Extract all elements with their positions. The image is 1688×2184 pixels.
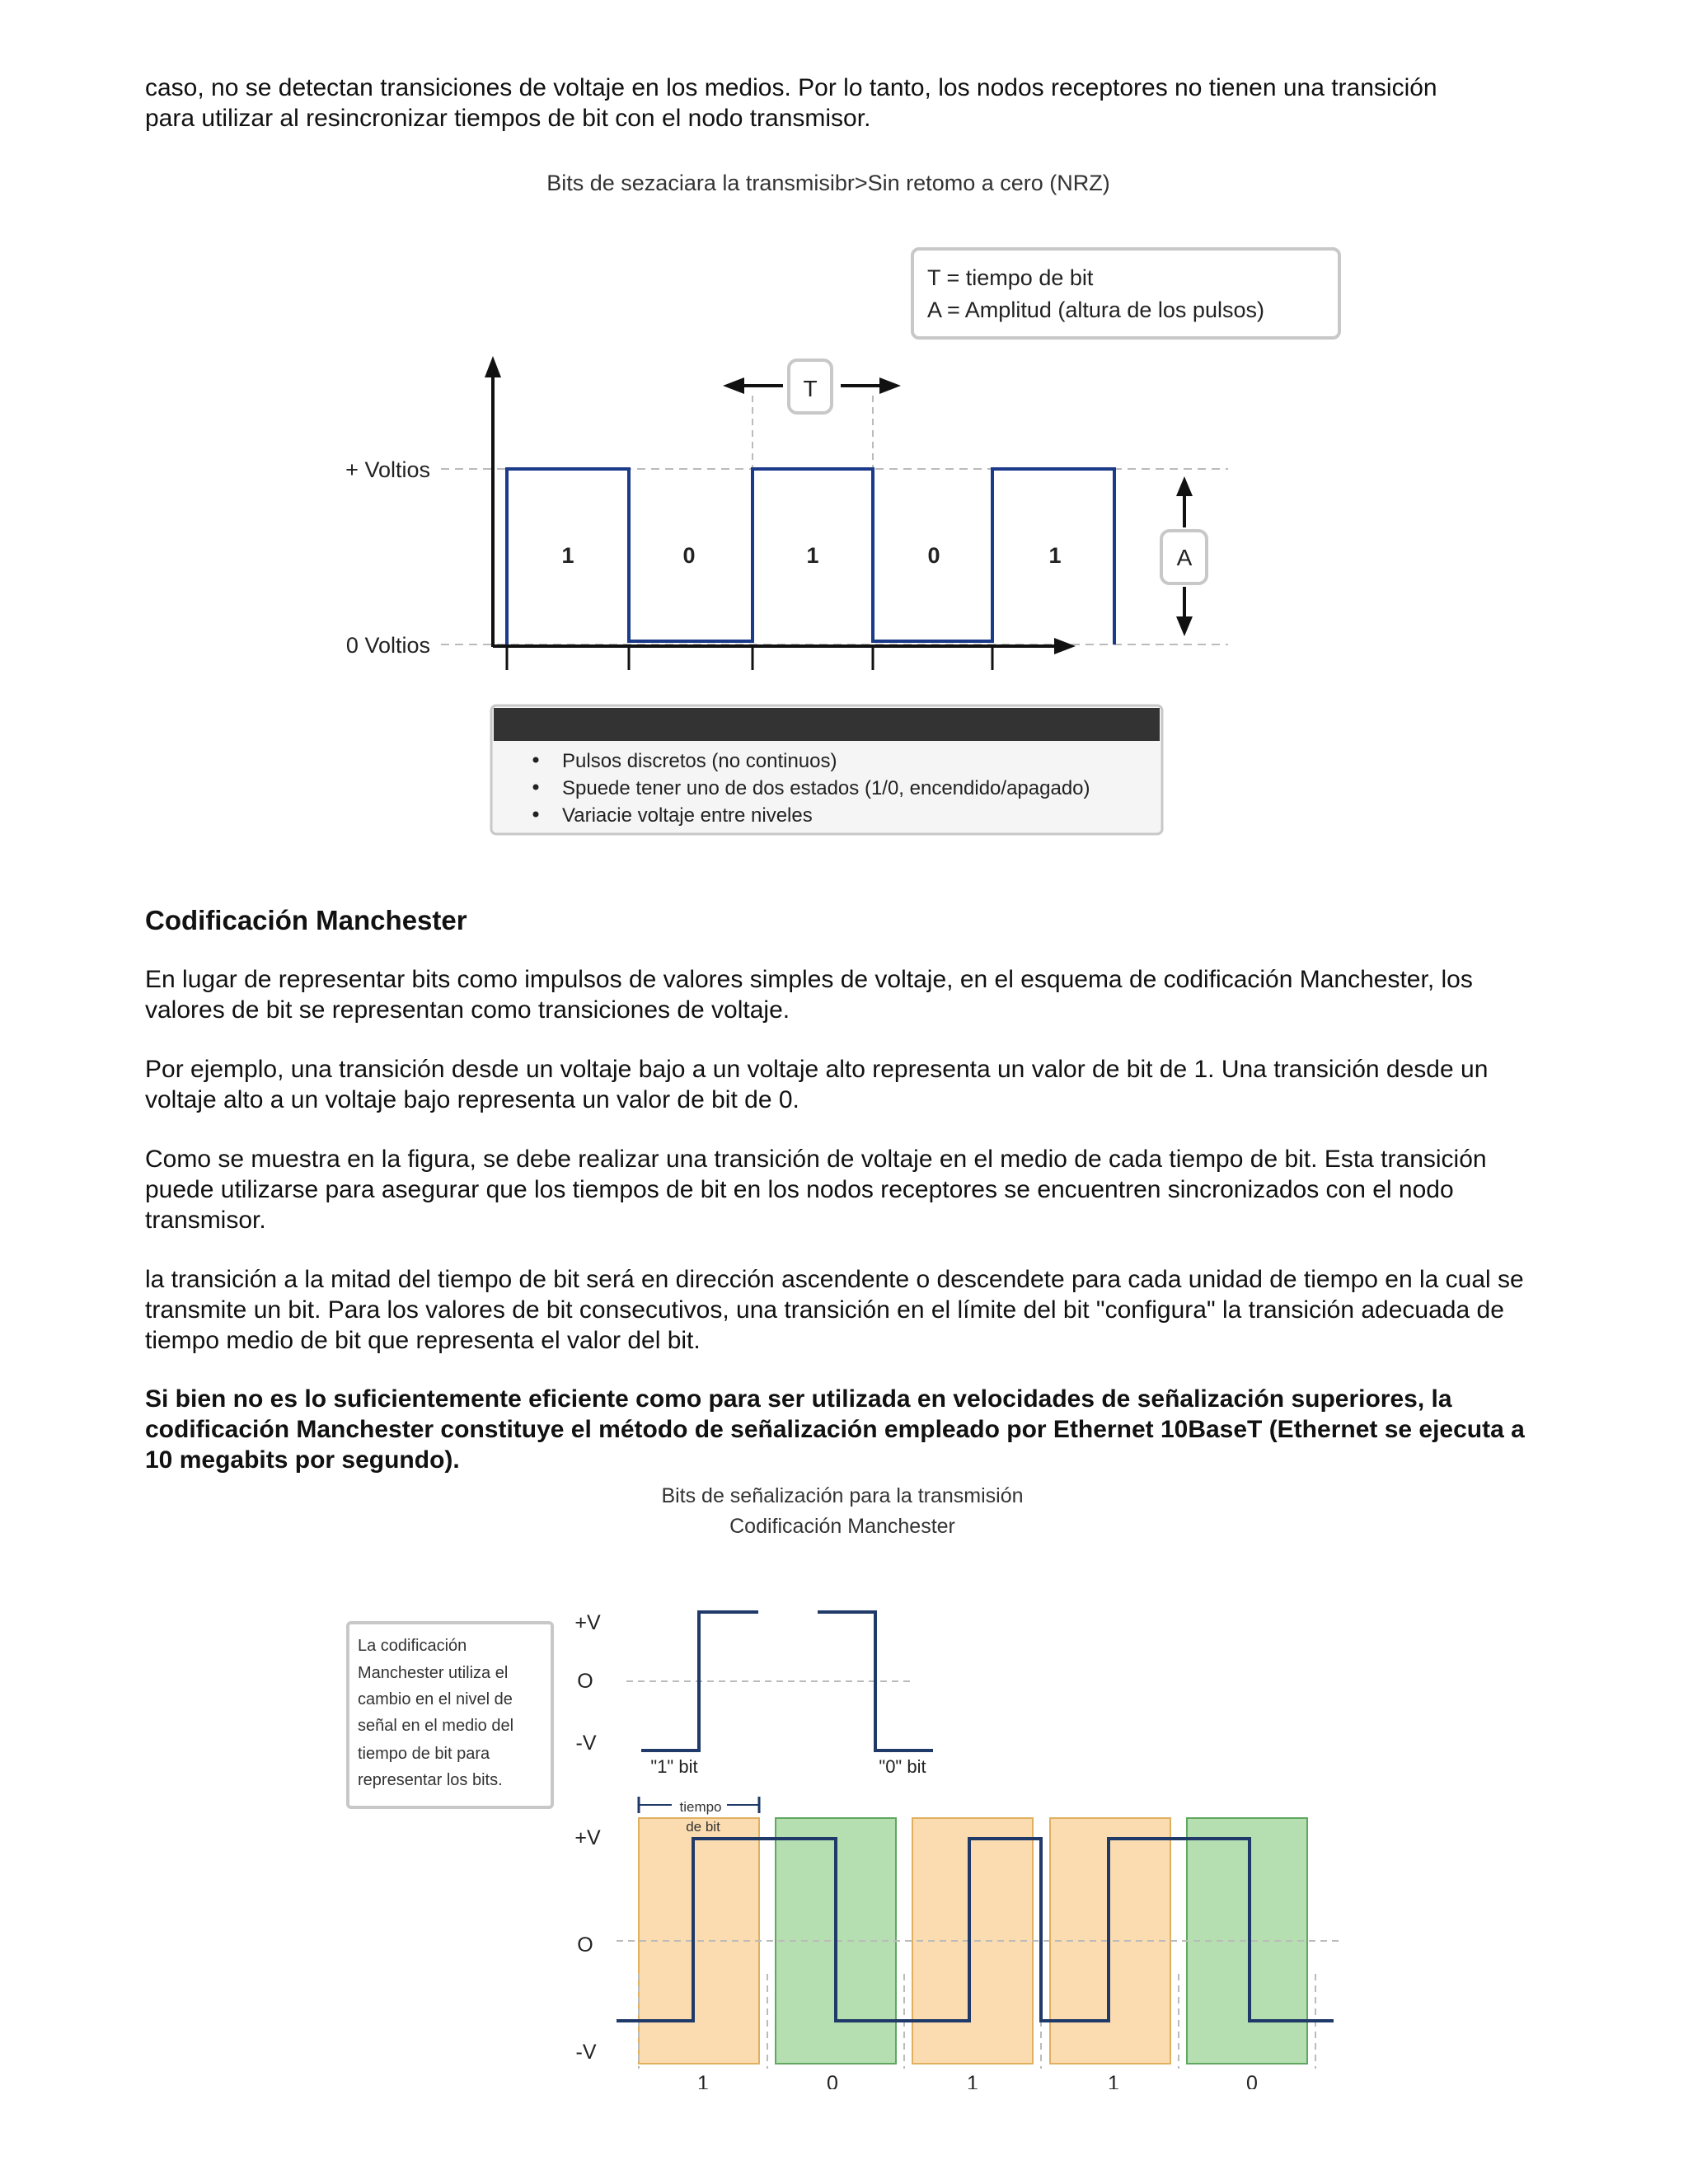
top-vminus-label: -V xyxy=(575,1732,597,1755)
paragraph-4: la transición a la mitad del tiempo de bit será en dirección ascendente o descendete para cada unidad de tiempo en la cual se transmite un bit. Para los valores de bit consecutivos, una transición en el límite del bit "configura" la transición adecuada de tiempo medio de bit que representa el valor del bit. xyxy=(145,1266,1524,1354)
note-line: señal en el medio del xyxy=(358,1717,514,1735)
manchester-bit: 1 xyxy=(1108,2072,1119,2089)
nrz-figure xyxy=(0,161,1688,845)
nrz-bit: 0 xyxy=(927,543,940,568)
tiempo-label: tiempo xyxy=(679,1799,722,1815)
manchester-bit: 1 xyxy=(697,2072,709,2089)
intro-line-2: para utilizar al resincronizar tiempos de bit con el nodo transmisor. xyxy=(145,105,871,132)
zero-volts-label: 0 Voltios xyxy=(345,633,430,658)
note-line: representar los bits. xyxy=(358,1771,503,1789)
section-heading: Codificación Manchester xyxy=(145,905,467,935)
vplus-label: +V xyxy=(574,1826,601,1849)
de-bit-label: de bit xyxy=(686,1819,720,1835)
nrz-legend-box xyxy=(912,249,1339,338)
nrz-bit: 1 xyxy=(1048,543,1062,568)
intro-line-1: caso, no se detectan transiciones de voltaje en los medios. Por lo tanto, los nodos receptores no tienen una transición xyxy=(145,74,1437,101)
paragraph-2: Por ejemplo, una transición desde un voltaje bajo a un voltaje alto representa un valor de bit de 1. Una transición desde un voltaje alto a un voltaje bajo representa un valor de bit de 0. xyxy=(145,1056,1489,1113)
manchester-bit: 0 xyxy=(1246,2072,1258,2089)
paragraph-3: Como se muestra en la figura, se debe realizar una transición de voltaje en el medio de cada tiempo de bit. Esta transición puede utilizarse para asegurar que los tiempos de bit en los nodos receptores se encuentren sincronizados con el nodo transmisor. xyxy=(145,1146,1487,1234)
nrz-legend-a: A = Amplitud (altura de los pulsos) xyxy=(927,298,1264,322)
manchester-title-2: Codificación Manchester xyxy=(729,1515,955,1538)
manchester-title-1: Bits de señalización para la transmisión xyxy=(661,1484,1024,1507)
t-label: T xyxy=(803,376,818,401)
one-bit-label: "1" bit xyxy=(650,1756,698,1777)
paragraph-5: Si bien no es lo suficientemente eficiente como para ser utilizada en velocidades de señalización superiores, la codificación Manchester constituye el método de señalización empleado por Ethernet 10BaseT (Ethernet se ejecuta a 10 megabits por segundo). xyxy=(145,1385,1525,1474)
nrz-title: Bits de sezaciara la transmisibr>Sin retomo a cero (NRZ) xyxy=(546,171,1110,195)
zero-bit-label: "0" bit xyxy=(879,1756,926,1777)
top-vplus-label: +V xyxy=(574,1611,601,1634)
nrz-bit: 0 xyxy=(682,543,696,568)
paragraph-1: En lugar de representar bits como impulsos de valores simples de voltaje, en el esquema de codificación Manchester, los valores de bit se representan como transiciones de voltaje. xyxy=(145,966,1473,1024)
manchester-bit: 0 xyxy=(827,2072,838,2089)
o-label: O xyxy=(577,1933,593,1957)
nrz-legend-t: T = tiempo de bit xyxy=(927,265,1094,290)
top-o-label: O xyxy=(577,1670,593,1693)
note-line: Manchester utiliza el xyxy=(358,1664,509,1682)
nrz-bullet: Spuede tener uno de dos estados (1/0, encendido/apagado) xyxy=(562,777,1090,799)
nrz-bit: 1 xyxy=(806,543,819,568)
nrz-bit: 1 xyxy=(561,543,574,568)
a-label: A xyxy=(1176,545,1193,570)
plus-volts-label: + Voltios xyxy=(345,457,430,482)
nrz-bullet: Variacie voltaje entre niveles xyxy=(562,804,813,827)
note-line: La codificación xyxy=(358,1637,467,1655)
note-line: tiempo de bit para xyxy=(358,1745,490,1763)
manchester-bit: 1 xyxy=(967,2072,978,2089)
nrz-bullet: Pulsos discretos (no continuos) xyxy=(562,750,837,772)
vminus-label: -V xyxy=(575,2041,597,2064)
note-line: cambio en el nivel de xyxy=(358,1690,513,1708)
manchester-figure xyxy=(0,1471,1688,2089)
one-bit-example xyxy=(641,1612,758,1750)
